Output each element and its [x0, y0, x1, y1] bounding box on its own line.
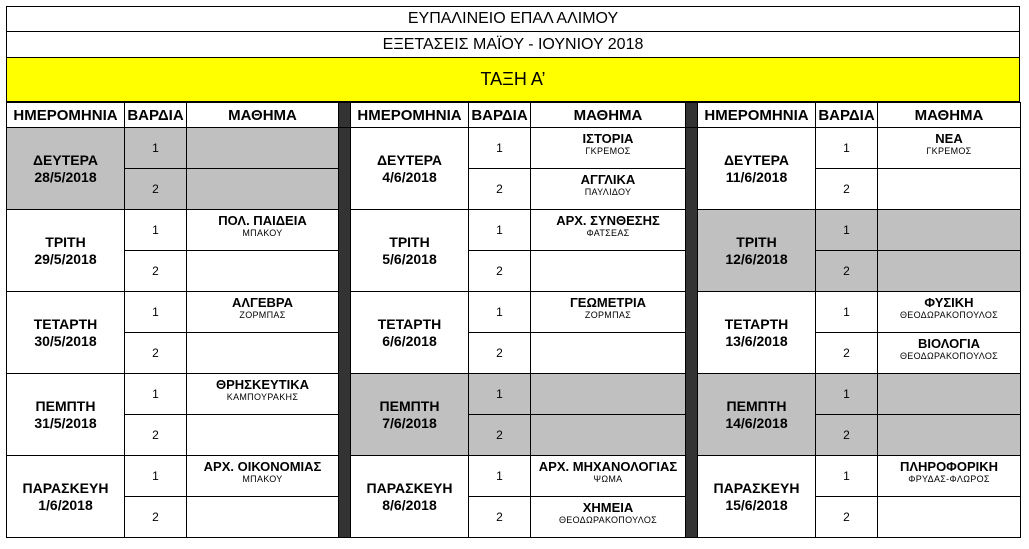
day-date: 4/6/2018 — [382, 168, 437, 185]
date-cell — [698, 128, 816, 210]
date-cell — [7, 456, 125, 538]
subject-name: ΒΙΟΛΟΓΙΑ — [917, 336, 980, 351]
subject-cell — [878, 292, 1021, 333]
shift-cell: 2 — [125, 169, 187, 210]
shift-cell: 1 — [125, 456, 187, 497]
day-name: ΠΑΡΑΣΚΕΥΗ — [366, 479, 453, 496]
date-cell — [7, 210, 125, 292]
shift-cell: 1 — [469, 128, 531, 169]
shift-cell: 1 — [816, 210, 878, 251]
shift-cell: 2 — [125, 251, 187, 292]
subject-cell — [531, 415, 686, 456]
subject-cell — [878, 456, 1021, 497]
teacher-name: ΚΑΜΠΟΥΡΑΚΗΣ — [226, 392, 299, 402]
day-date: 6/6/2018 — [382, 332, 437, 349]
subject-name: ΑΡΧ. ΣΥΝΘΕΣΗΣ — [556, 213, 660, 228]
day-name: ΠΕΜΠΤΗ — [726, 397, 787, 414]
day-name: ΔΕΥΤΕΡΑ — [723, 151, 790, 168]
day-date: 28/5/2018 — [34, 168, 97, 185]
shift-cell: 1 — [469, 210, 531, 251]
header-subject: ΜΑΘΗΜΑ — [878, 103, 1021, 128]
shift-cell: 2 — [816, 169, 878, 210]
shift-cell: 2 — [469, 333, 531, 374]
shift-cell: 1 — [125, 292, 187, 333]
table-row — [7, 374, 1021, 415]
teacher-name: ΘΕΟΔΩΡΑΚΟΠΟΥΛΟΣ — [899, 351, 999, 361]
subject-cell — [187, 415, 339, 456]
teacher-name: ΘΕΟΔΩΡΑΚΟΠΟΥΛΟΣ — [899, 310, 999, 320]
day-date: 1/6/2018 — [38, 496, 93, 513]
shift-cell: 2 — [469, 415, 531, 456]
day-name: ΤΡΙΤΗ — [736, 233, 777, 250]
teacher-name: ΓΚΡΕΜΟΣ — [926, 146, 972, 156]
day-date: 11/6/2018 — [725, 168, 788, 185]
class-title: ΤΑΞΗ Α’ — [6, 58, 1020, 102]
teacher-name: ΦΑΤΣΕΑΣ — [586, 228, 630, 238]
subject-cell — [187, 374, 339, 415]
shift-cell: 2 — [469, 497, 531, 538]
subject-cell — [878, 210, 1021, 251]
shift-cell: 2 — [816, 251, 878, 292]
teacher-name: ΜΠΑΚΟΥ — [242, 228, 283, 238]
day-date: 12/6/2018 — [725, 250, 788, 267]
shift-cell: 2 — [125, 497, 187, 538]
subject-cell — [531, 210, 686, 251]
date-cell — [351, 456, 469, 538]
header-shift: ΒΑΡΔΙΑ — [125, 103, 187, 128]
shift-cell: 2 — [469, 169, 531, 210]
day-name: ΤΡΙΤΗ — [389, 233, 430, 250]
shift-cell: 1 — [125, 128, 187, 169]
subject-cell — [531, 292, 686, 333]
table-row — [7, 210, 1021, 251]
subject-cell — [187, 210, 339, 251]
subject-name: ΑΡΧ. ΟΙΚΟΝΟΜΙΑΣ — [203, 459, 322, 474]
day-date: 31/5/2018 — [34, 414, 97, 431]
date-cell — [351, 210, 469, 292]
table-row — [7, 128, 1021, 169]
shift-cell: 1 — [469, 374, 531, 415]
subject-name: ΓΕΩΜΕΤΡΙΑ — [569, 295, 647, 310]
date-cell — [351, 128, 469, 210]
shift-cell: 2 — [816, 497, 878, 538]
day-date: 30/5/2018 — [34, 332, 97, 349]
header-date: ΗΜΕΡΟΜΗΝΙΑ — [351, 103, 469, 128]
subject-cell — [531, 169, 686, 210]
shift-cell: 2 — [816, 415, 878, 456]
header-shift: ΒΑΡΔΙΑ — [816, 103, 878, 128]
subject-cell — [531, 497, 686, 538]
shift-cell: 2 — [125, 415, 187, 456]
date-cell — [7, 128, 125, 210]
day-name: ΠΕΜΠΤΗ — [379, 397, 440, 414]
subject-cell — [187, 333, 339, 374]
subject-cell — [187, 251, 339, 292]
school-title: ΕΥΠΑΛΙΝΕΙΟ ΕΠΑΛ ΑΛΙΜΟΥ — [6, 6, 1020, 32]
teacher-name: ΖΟΡΜΠΑΣ — [584, 310, 632, 320]
table-row — [7, 497, 1021, 538]
subject-cell — [878, 169, 1021, 210]
day-name: ΠΑΡΑΣΚΕΥΗ — [22, 479, 109, 496]
day-name: ΠΕΜΠΤΗ — [35, 397, 96, 414]
shift-cell: 2 — [125, 333, 187, 374]
shift-cell: 2 — [816, 333, 878, 374]
subject-cell — [187, 128, 339, 169]
schedule-body — [7, 128, 1021, 538]
table-row — [7, 292, 1021, 333]
date-cell — [351, 292, 469, 374]
shift-cell: 1 — [816, 292, 878, 333]
day-name: ΤΕΤΑΡΤΗ — [33, 315, 98, 332]
subject-name: ΝΕΑ — [935, 131, 963, 146]
header-shift: ΒΑΡΔΙΑ — [469, 103, 531, 128]
header-date: ΗΜΕΡΟΜΗΝΙΑ — [7, 103, 125, 128]
subject-cell — [878, 333, 1021, 374]
day-date: 5/6/2018 — [382, 250, 437, 267]
subject-name: ΑΛΓΕΒΡΑ — [231, 295, 294, 310]
subject-name: ΠΛΗΡΟΦΟΡΙΚΗ — [899, 459, 999, 474]
shift-cell: 1 — [816, 374, 878, 415]
day-date: 8/6/2018 — [382, 496, 437, 513]
header-subject: ΜΑΘΗΜΑ — [531, 103, 686, 128]
header-subject: ΜΑΘΗΜΑ — [187, 103, 339, 128]
subject-cell — [531, 251, 686, 292]
column-separator — [686, 103, 698, 128]
subject-cell — [878, 128, 1021, 169]
column-separator — [686, 128, 698, 538]
header-row — [7, 103, 1021, 128]
subject-cell — [878, 251, 1021, 292]
subject-name: ΘΡΗΣΚΕΥΤΙΚΑ — [215, 377, 310, 392]
day-name: ΤΡΙΤΗ — [45, 233, 86, 250]
teacher-name: ΠΑΥΛΙΔΟΥ — [584, 187, 632, 197]
subject-name: ΙΣΤΟΡΙΑ — [582, 131, 634, 146]
column-separator — [339, 103, 351, 128]
subject-name: ΑΡΧ. ΜΗΧΑΝΟΛΟΓΙΑΣ — [538, 459, 678, 474]
subject-cell — [187, 456, 339, 497]
shift-cell: 1 — [816, 456, 878, 497]
day-date: 13/6/2018 — [725, 332, 788, 349]
exams-title: ΕΞΕΤΑΣΕΙΣ ΜΑΪΟΥ - ΙΟΥΝΙΟΥ 2018 — [6, 32, 1020, 58]
table-row — [7, 456, 1021, 497]
teacher-name: ΨΩΜΑ — [593, 474, 623, 484]
teacher-name: ΓΚΡΕΜΟΣ — [585, 146, 631, 156]
day-name: ΤΕΤΑΡΤΗ — [377, 315, 442, 332]
shift-cell: 1 — [469, 292, 531, 333]
table-row — [7, 251, 1021, 292]
teacher-name: ΘΕΟΔΩΡΑΚΟΠΟΥΛΟΣ — [558, 515, 658, 525]
shift-cell: 2 — [469, 251, 531, 292]
subject-cell — [878, 374, 1021, 415]
date-cell — [698, 210, 816, 292]
date-cell — [351, 374, 469, 456]
day-date: 29/5/2018 — [34, 250, 97, 267]
day-name: ΤΕΤΑΡΤΗ — [724, 315, 789, 332]
subject-name: ΠΟΛ. ΠΑΙΔΕΙΑ — [218, 213, 307, 228]
date-cell — [7, 292, 125, 374]
subject-cell — [878, 497, 1021, 538]
teacher-name: ΜΠΑΚΟΥ — [242, 474, 283, 484]
shift-cell: 1 — [816, 128, 878, 169]
shift-cell: 1 — [469, 456, 531, 497]
date-cell — [698, 374, 816, 456]
teacher-name: ΖΟΡΜΠΑΣ — [239, 310, 286, 320]
day-name: ΔΕΥΤΕΡΑ — [32, 151, 99, 168]
day-name: ΠΑΡΑΣΚΕΥΗ — [713, 479, 800, 496]
table-row — [7, 169, 1021, 210]
teacher-name: ΦΡΥΔΑΣ-ΦΛΩΡΟΣ — [908, 474, 990, 484]
subject-name: ΧΗΜΕΙΑ — [582, 500, 634, 515]
subject-name: ΦΥΣΙΚΗ — [924, 295, 974, 310]
subject-cell — [531, 456, 686, 497]
subject-cell — [531, 374, 686, 415]
table-row — [7, 415, 1021, 456]
shift-cell: 1 — [125, 374, 187, 415]
date-cell — [7, 374, 125, 456]
day-date: 15/6/2018 — [725, 496, 788, 513]
subject-cell — [878, 415, 1021, 456]
subject-cell — [531, 333, 686, 374]
column-separator — [339, 128, 351, 538]
shift-cell: 1 — [125, 210, 187, 251]
table-row — [7, 333, 1021, 374]
date-cell — [698, 456, 816, 538]
day-date: 7/6/2018 — [382, 414, 437, 431]
subject-cell — [531, 128, 686, 169]
subject-cell — [187, 169, 339, 210]
subject-cell — [187, 497, 339, 538]
subject-cell — [187, 292, 339, 333]
schedule-sheet — [6, 6, 1020, 538]
day-name: ΔΕΥΤΕΡΑ — [376, 151, 443, 168]
date-cell — [698, 292, 816, 374]
header-date: ΗΜΕΡΟΜΗΝΙΑ — [698, 103, 816, 128]
subject-name: ΑΓΓΛΙΚΑ — [580, 172, 636, 187]
schedule-table — [6, 102, 1021, 538]
day-date: 14/6/2018 — [725, 414, 788, 431]
